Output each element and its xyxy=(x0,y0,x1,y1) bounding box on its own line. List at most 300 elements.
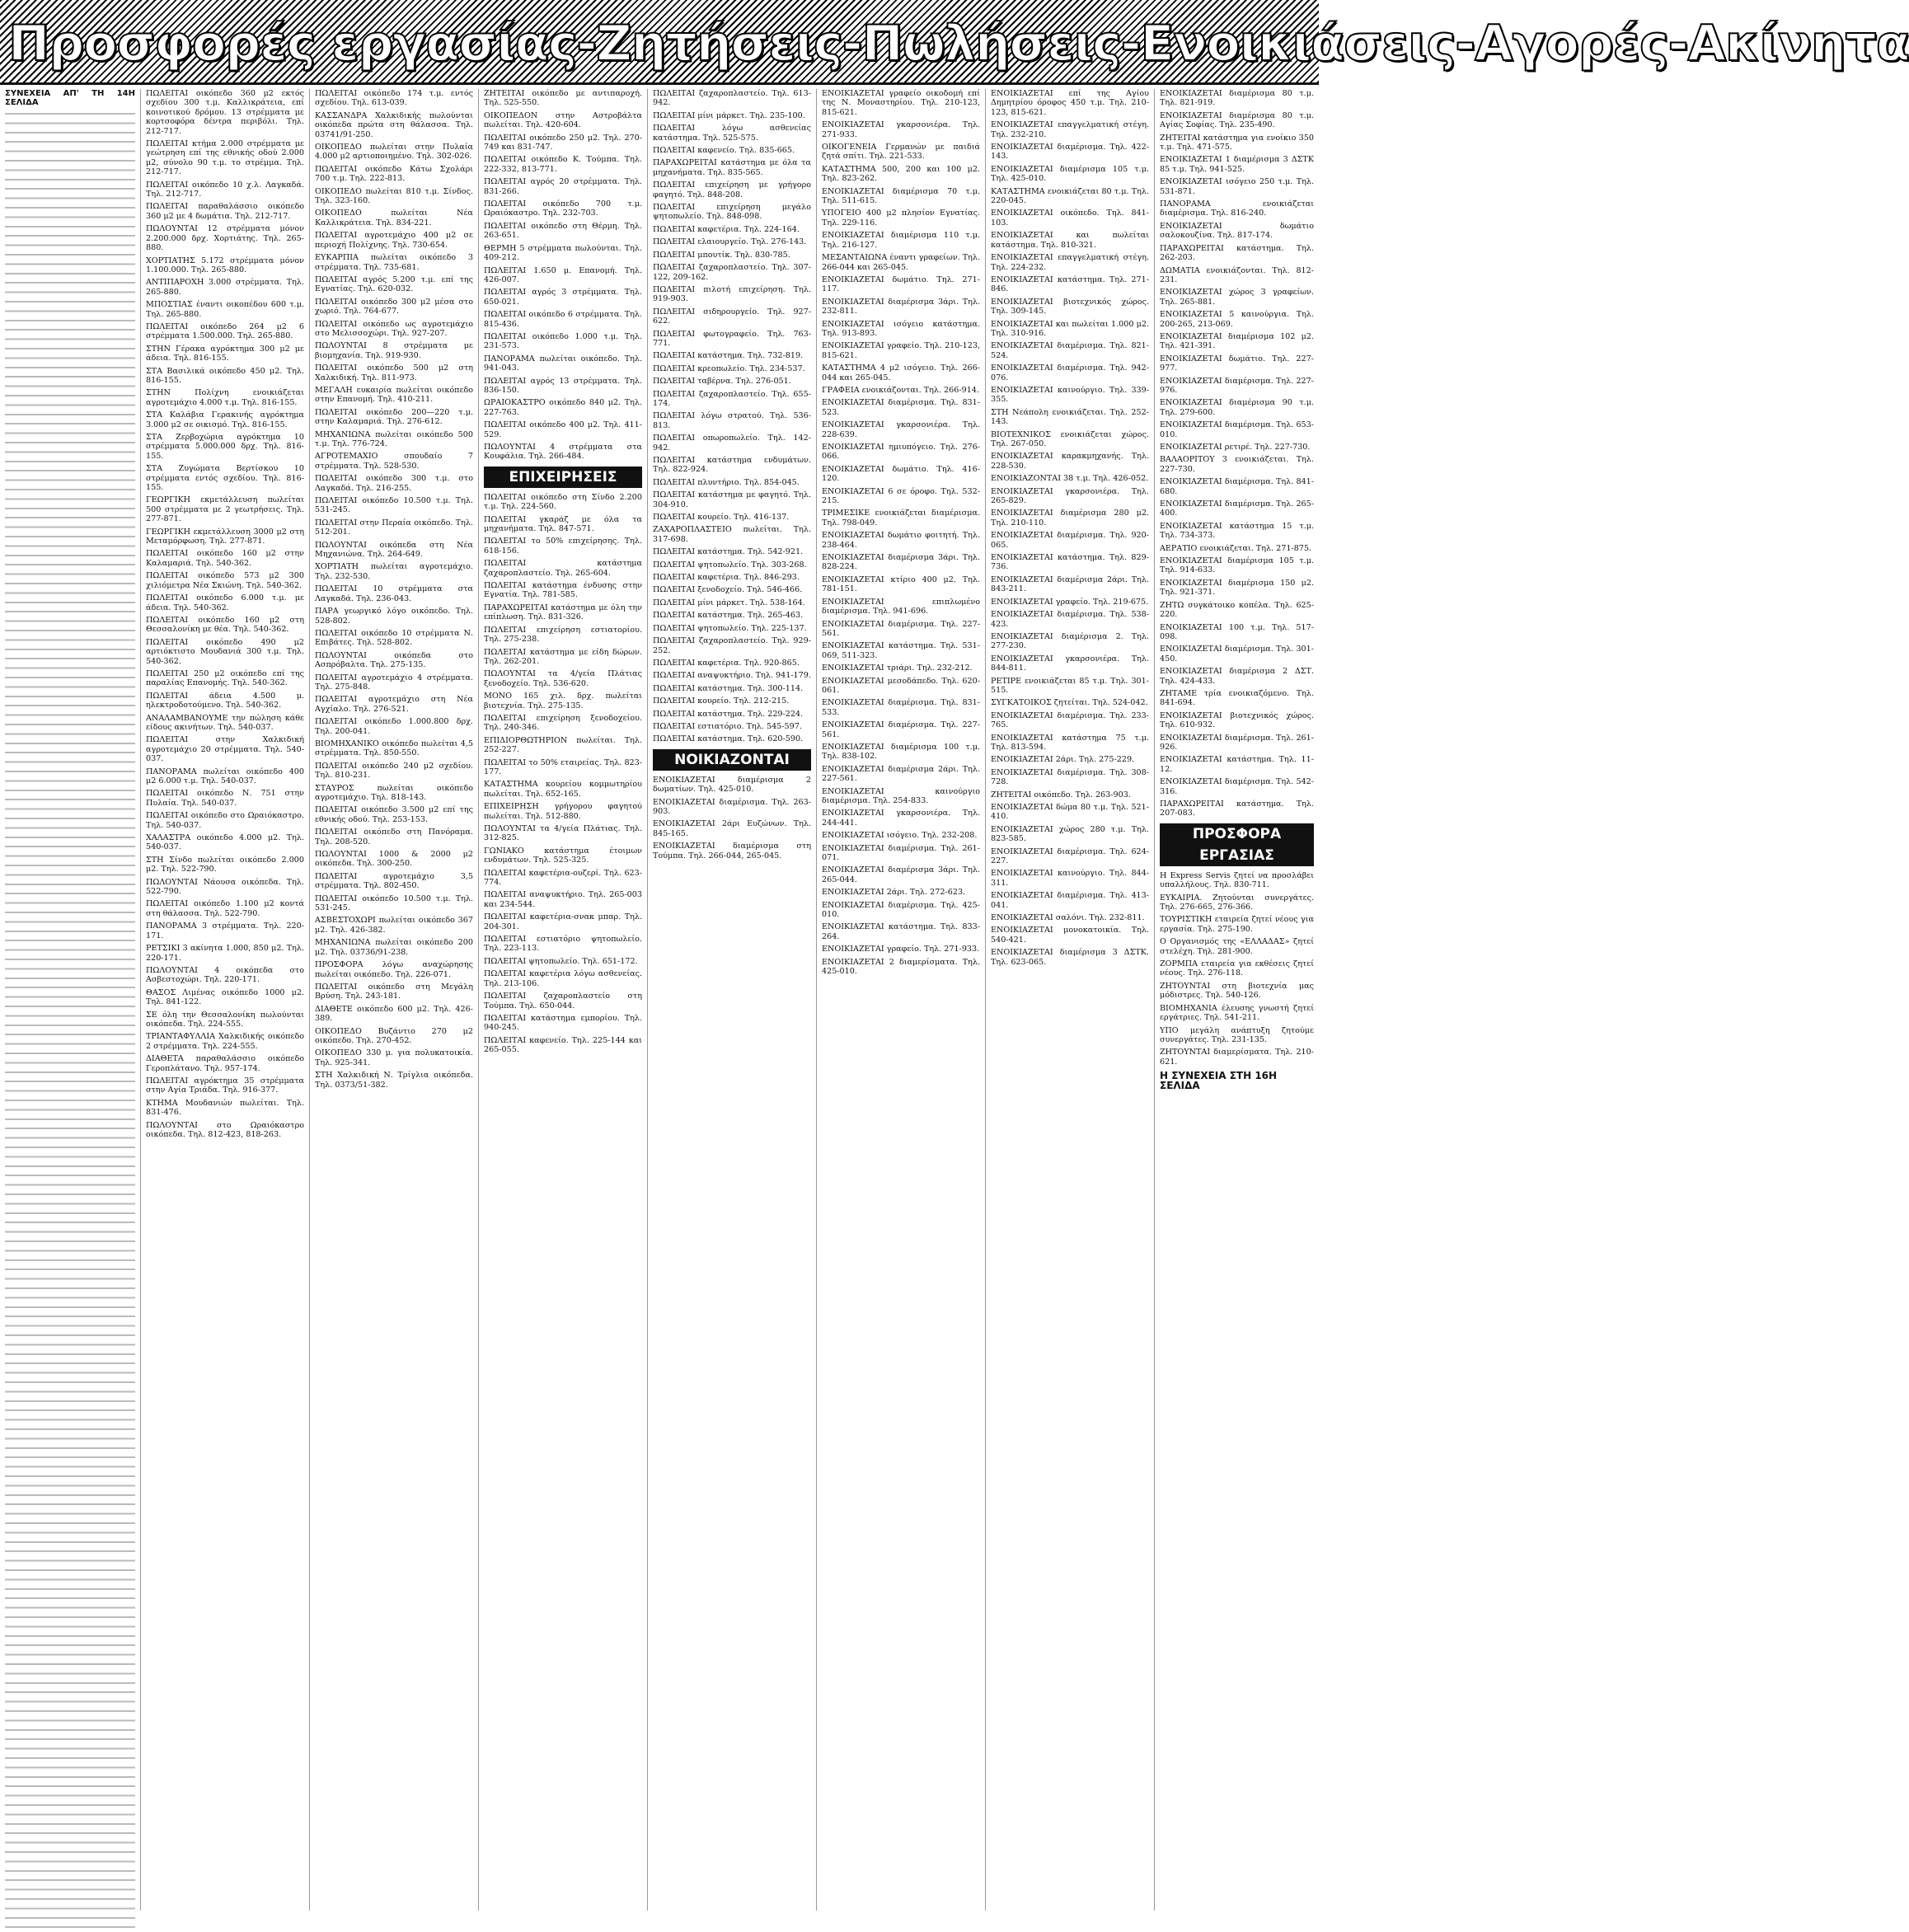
classified-ad: ΠΩΛΕΙΤΑΙ οικόπεδο 1.100 μ2 κοντά στη θάλασσα. Τηλ. 522-790. xyxy=(146,899,304,918)
classified-ad: ΕΝΟΙΚΙΑΖΕΤΑΙ διαμέρισμα. Τηλ. 265-400. xyxy=(1160,499,1314,518)
classified-ad: ΕΝΟΙΚΙΑΖΕΤΑΙ 100 τ.μ. Τηλ. 517-098. xyxy=(1160,622,1314,641)
continuation-heading: ΣΥΝΕΧΕΙΑ ΑΠ' ΤΗ 14Η ΣΕΛΙΔΑ xyxy=(5,89,135,108)
classified-ad: ΠΩΛΕΙΤΑΙ οικόπεδο 1.000.800 δρχ. Τηλ. 200-041. xyxy=(315,717,473,736)
classified-ad: ΑΓΡΟΤΕΜΑΧΙΟ σπουδαίο 7 στρέμματα. Τηλ. 528-530. xyxy=(315,452,473,471)
classified-ad: ΠΩΛΕΙΤΑΙ σιδηρουργείο. Τηλ. 927-622. xyxy=(653,307,811,326)
classified-ad: ΕΝΟΙΚΙΑΖΕΤΑΙ χώρος 3 γραφείων. Τηλ. 265-881. xyxy=(1160,288,1314,307)
classified-ad: ΣΤΗ Νεάπολη ενοικιάζεται. Τηλ. 252-143. xyxy=(991,407,1149,427)
section-heading-job-offer: ΠΡΟΣΦΟΡΑ ΕΡΓΑΣΙΑΣ xyxy=(1160,823,1314,866)
classified-ad: ΠΩΛΕΙΤΑΙ οικόπεδο 160 μ2 στη Θεσσαλονίκη με θέα. Τηλ. 540-362. xyxy=(146,615,304,635)
classified-ad: ΠΩΛΟΥΝΤΑΙ οικόπεδα στη Νέα Μηχανιώνα. Τηλ. 264-649. xyxy=(315,540,473,560)
classified-ad: ΕΝΟΙΚΙΑΖΕΤΑΙ 2 διαμερίσματα. Τηλ. 425-010. xyxy=(822,957,980,977)
classified-ad: ΠΩΛΕΙΤΑΙ επιχείρηση εστιατορίου. Τηλ. 275-238. xyxy=(484,625,642,645)
classified-ad: ΕΝΟΙΚΙΑΖΕΤΑΙ δωμάτιο σαλοκουζίνα. Τηλ. 817-174. xyxy=(1160,221,1314,241)
column-4 xyxy=(478,89,647,1911)
classified-ad: ΠΩΛΟΥΝΤΑΙ 4 οικόπεδα στο Ασβεστοχώρι. Τηλ. 220-171. xyxy=(146,965,304,985)
classified-ad: ΠΩΛΕΙΤΑΙ οπωροπωλείο. Τηλ. 142-942. xyxy=(653,434,811,453)
column-8-top xyxy=(1160,89,1314,818)
classified-ad: ΠΩΛΕΙΤΑΙ καφενείο. Τηλ. 835-665. xyxy=(653,146,795,156)
classified-ad: ΕΝΟΙΚΙΑΖΕΤΑΙ γκαρσονιέρα. Τηλ. 271-933. xyxy=(822,120,980,139)
classified-ad: ΠΑΡΑΧΩΡΕΙΤΑΙ κατάστημα με όλη την επίπλωση. Τηλ. 831-326. xyxy=(484,603,642,622)
classified-ad: ΕΝΟΙΚΙΑΖΕΤΑΙ ισόγειο 250 τ.μ. Τηλ. 531-871. xyxy=(1160,177,1314,196)
classified-ad: ΕΝΟΙΚΙΑΖΕΤΑΙ καινούργιο. Τηλ. 339-355. xyxy=(991,385,1149,405)
classified-ad: ΣΤΗΝ Γέρακα αγρόκτημα 300 μ2 με άδεια. Τηλ. 816-155. xyxy=(146,344,304,363)
classified-ad: ΕΝΟΙΚΙΑΖΕΤΑΙ διαμέρισμα. Τηλ. 263-903. xyxy=(653,797,811,816)
classified-ad: ΕΝΟΙΚΙΑΖΕΤΑΙ διαμέρισμα. Τηλ. 227-561. xyxy=(822,619,980,638)
classified-ad: ΠΩΛΕΙΤΑΙ κατάστημα. Τηλ. 542-921. xyxy=(653,547,804,557)
classified-ad: ΕΝΟΙΚΙΑΖΕΤΑΙ βιοτεχνικός χώρος. Τηλ. 610-932. xyxy=(1160,710,1314,730)
classified-ad: ΠΩΛΕΙΤΑΙ κατάστημα με είδη δώρων. Τηλ. 262-201. xyxy=(484,647,642,666)
classified-ad: ΠΩΛΕΙΤΑΙ οικόπεδο Ν. 751 στην Πυλαία. Τηλ. 540-037. xyxy=(146,789,304,808)
classified-ad: ΕΝΟΙΚΙΑΖΕΤΑΙ διαμέρισμα. Τηλ. 233-765. xyxy=(991,710,1149,730)
classified-ad: ΥΠΟΓΕΙΟ 400 μ2 πλησίον Εγνατίας. Τηλ. 229-116. xyxy=(822,209,980,227)
classified-ad: ΕΝΟΙΚΙΑΖΕΤΑΙ 6 σε όροφο. Τηλ. 532-215. xyxy=(822,486,980,506)
classified-ad: ΠΩΛΟΥΝΤΑΙ τα 4/γεία Πλάτιας. Τηλ. 312-825. xyxy=(484,824,642,843)
classified-ad: ΠΩΛΕΙΤΑΙ επιχείρηση μεγάλο ψητοπωλείο. Τηλ. 848-098. xyxy=(653,203,811,222)
classified-ad: ΟΙΚΟΠΕΔΟ πωλείται στην Πυλαία 4.000 μ2 αρτιοποιημένο. Τηλ. 302-026. xyxy=(315,143,473,162)
column-2 xyxy=(140,89,309,1911)
classified-ad: ΕΝΟΙΚΙΑΖΕΤΑΙ διαμέρισμα. Τηλ. 942-076. xyxy=(991,363,1149,382)
classified-ad: ΠΩΛΕΙΤΑΙ ψητοπωλείο. Τηλ. 651-172. xyxy=(484,956,638,966)
classified-ad: ΠΩΛΕΙΤΑΙ επιχείρηση με γρήγορο φαγητό. Τηλ. 848-208. xyxy=(653,181,811,199)
classified-ad: ΕΝΟΙΚΙΑΖΕΤΑΙ διαμέρισμα 105 τ.μ. Τηλ. 914-633. xyxy=(1160,556,1314,575)
classified-ad: ΕΝΟΙΚΙΑΖΕΤΑΙ διαμέρισμα 3 ΔΣΤΚ. Τηλ. 623-065. xyxy=(991,948,1149,967)
classified-ad: ΜΠΟΣΤΙΑΣ έναντι οικοπέδου 600 τ.μ. Τηλ. 265-880. xyxy=(146,300,304,319)
classified-ad: ΘΑΣΟΣ Λιμένας οικόπεδο 1000 μ2. Τηλ. 841-122. xyxy=(146,987,304,1007)
classified-ad: ΠΩΛΕΙΤΑΙ οικόπεδο 6 στρέμματα. Τηλ. 815-436. xyxy=(484,310,642,329)
classified-ad: ΠΑΝΟΡΑΜΑ ενοικιάζεται διαμέρισμα. Τηλ. 816-240. xyxy=(1160,199,1314,218)
classified-ad: ΜΗΧΑΝΙΩΝΑ πωλείται οικόπεδο 200 μ2. Τηλ. 03736/91-238. xyxy=(315,938,473,957)
classified-ad: ΠΩΛΕΙΤΑΙ αγροτεμάχιο στη Νέα Αγχίαλο. Τηλ. 276-521. xyxy=(315,695,473,714)
classified-ad: ΠΩΛΕΙΤΑΙ οικόπεδο 160 μ2 στην Καλαμαριά. Τηλ. 540-362. xyxy=(146,549,304,568)
classified-ad: ΑΕΡΑΤΙΟ ενοικιάζεται. Τηλ. 271-875. xyxy=(1160,543,1312,553)
classified-ad: ΕΝΟΙΚΙΑΖΕΤΑΙ καρακμηχανής. Τηλ. 228-530. xyxy=(991,452,1149,471)
classified-ad: ΕΝΟΙΚΙΑΖΕΤΑΙ γκαρσονιέρα. Τηλ. 244-441. xyxy=(822,809,980,828)
classified-ad: ΣΤΑ Καλάβια Γερακινής αγρόκτημα 3.000 μ2 σε οικισμό. Τηλ. 816-155. xyxy=(146,410,304,429)
classified-ad: ΑΣΒΕΣΤΟΧΩΡΙ πωλείται οικόπεδο 367 μ2. Τηλ. 426-382. xyxy=(315,916,473,935)
classified-ad: ΕΝΟΙΚΙΑΖΕΤΑΙ διαμέρισμα. Τηλ. 831-533. xyxy=(822,698,980,717)
classified-ad: ΕΝΟΙΚΙΑΖΕΤΑΙ διαμέρισμα. Τηλ. 653-010. xyxy=(1160,420,1314,439)
classified-ad: Η Express Servis ζητεί να προσλάβει υπαλλήλους. Τηλ. 830-711. xyxy=(1160,870,1314,890)
classified-ad: ΠΩΛΕΙΤΑΙ οικόπεδο στο Ωραιόκαστρο. Τηλ. 540-037. xyxy=(146,811,304,830)
classified-ad: ΕΝΟΙΚΙΑΖΕΤΑΙ διαμέρισμα 110 τ.μ. Τηλ. 216-127. xyxy=(822,231,980,250)
classified-ad: ΕΝΟΙΚΙΑΖΕΤΑΙ διαμέρισμα. Τηλ. 227-561. xyxy=(822,720,980,739)
classified-ad: ΕΝΟΙΚΙΑΖΕΤΑΙ 2άρι. Τηλ. 272-623. xyxy=(822,888,966,898)
classified-ad: ΡΕΤΣΙΚΙ 3 ακίνητα 1.000, 850 μ2. Τηλ. 220-171. xyxy=(146,944,304,963)
classified-ad: ΠΩΛΟΥΝΤΑΙ στο Ωραιόκαστρο οικόπεδα. Τηλ. 812-423, 818-263. xyxy=(146,1120,304,1139)
classified-ad: ΠΩΛΕΙΤΑΙ ελαιουργείο. Τηλ. 276-143. xyxy=(653,237,807,247)
classified-ad: ΠΩΛΟΥΝΤΑΙ 1000 & 2000 μ2 οικόπεδα. Τηλ. 300-250. xyxy=(315,850,473,869)
classified-ad: ΕΝΟΙΚΙΑΖΕΤΑΙ σαλόνι. Τηλ. 232-811. xyxy=(991,913,1145,923)
classified-ad: ΤΡΙΑΝΤΑΦΥΛΛΙΑ Χαλκιδικής οικόπεδο 2 στρέμματα. Τηλ. 224-555. xyxy=(146,1032,304,1051)
classified-ad: ΕΝΟΙΚΙΑΖΕΤΑΙ διαμέρισμα. Τηλ. 538-423. xyxy=(991,610,1149,629)
classified-ad: ΠΩΛΕΙΤΑΙ το 50% εταιρείας. Τηλ. 823-177. xyxy=(484,757,642,776)
column-6 xyxy=(816,89,985,1911)
classified-ad: ΕΝΟΙΚΙΑΖΕΤΑΙ διαμέρισμα. Τηλ. 308-728. xyxy=(991,767,1149,787)
classified-ad: ΕΝΟΙΚΙΑΖΕΤΑΙ 5 καινούργια. Τηλ. 200-265, 213-069. xyxy=(1160,310,1314,329)
classified-ad: ΠΩΛΕΙΤΑΙ κατάστημα. Τηλ. 732-819. xyxy=(653,351,804,361)
classified-ad: ΠΩΛΕΙΤΑΙ επιχείρηση ξενοδοχείου. Τηλ. 240-346. xyxy=(484,713,642,733)
continuation-footer: Η ΣΥΝΕΧΕΙΑ ΣΤΗ 16Η ΣΕΛΙΔΑ xyxy=(1160,1070,1278,1091)
classified-ad: ΕΝΟΙΚΙΑΖΕΤΑΙ διαμέρισμα. Τηλ. 261-926. xyxy=(1160,733,1314,752)
classified-ad: ΕΝΟΙΚΙΑΖΕΤΑΙ διαμέρισμα 150 μ2. Τηλ. 921-371. xyxy=(1160,578,1314,598)
classified-ad: ΠΩΛΕΙΤΑΙ 10 στρέμματα στα Λαγκαδά. Τηλ. 236-043. xyxy=(315,584,473,603)
classified-ad: ΕΠΙΧΕΙΡΗΣΗ γρήγορου φαγητού πωλείται. Τηλ. 512-880. xyxy=(484,802,642,821)
classified-ad: ΠΩΛΕΙΤΑΙ αγροτεμάχιο 3,5 στρέμματα. Τηλ. 802-450. xyxy=(315,871,473,891)
classified-ad: ΠΩΛΕΙΤΑΙ κουρείο. Τηλ. 212-215. xyxy=(653,696,790,706)
classified-ad: ΟΙΚΟΠΕΔΟ πωλείται 810 τ.μ. Σίνδος. Τηλ. 323-160. xyxy=(315,186,473,206)
classified-ad: ΣΤΗ Σίνδο πωλείται οικόπεδο 2.000 μ2. Τηλ. 522-790. xyxy=(146,855,304,875)
classified-ad: ΣΤΗΝ Πολίχνη ενοικιάζεται αγροτεμάχιο 4.000 τ.μ. Τηλ. 816-155. xyxy=(146,388,304,407)
page-title: Προσφορές εργασίας-Ζητήσεις-Πωλήσεις-Ενοικιάσεις-Αγορές-Ακίνητα xyxy=(8,15,1909,73)
classified-ad: ΠΩΛΕΙΤΑΙ αγροτεμάχιο 400 μ2 σε περιοχή Πολίχνης. Τηλ. 730-654. xyxy=(315,231,473,250)
classified-ad: ΖΗΤΟΥΝΤΑΙ στη βιοτεχνία μας μόδιστρες. Τηλ. 540-126. xyxy=(1160,981,1314,1001)
classified-ad: ΕΥΚΑΡΠΙΑ πωλείται οικόπεδο 3 στρέμματα. Τηλ. 735-681. xyxy=(315,253,473,272)
classified-ad: ΠΑΡΑ γεωργικό λόγο οικόπεδο. Τηλ. 528-802. xyxy=(315,607,473,626)
classified-ad: ΕΝΟΙΚΙΑΖΕΤΑΙ χώρος 280 τ.μ. Τηλ. 823-585. xyxy=(991,824,1149,844)
classified-ad: ΠΩΛΕΙΤΑΙ καφετέρια-σνακ μπαρ. Τηλ. 204-301. xyxy=(484,912,642,931)
classified-ad: ΠΩΛΕΙΤΑΙ γκαράζ με όλα τα μηχανήματα. Τηλ. 847-571. xyxy=(484,514,642,534)
classified-ad: ΠΩΛΕΙΤΑΙ το 50% επιχείρησης. Τηλ. 618-156. xyxy=(484,537,642,556)
classified-ad: ΜΕΓΑΛΗ ευκαιρία πωλείται οικόπεδο στην Επανομή. Τηλ. 410-211. xyxy=(315,385,473,405)
classified-ad: ΔΩΜΑΤΙΑ ενοικιάζονται. Τηλ. 812-231. xyxy=(1160,265,1314,284)
classified-ad: ΤΡΙΜΕΣΙΚΕ ενοικιάζεται διαμέρισμα. Τηλ. 798-049. xyxy=(822,509,980,528)
classified-ad: ΕΝΟΙΚΙΑΖΕΤΑΙ βιοτεχνικός χώρος. Τηλ. 309-145. xyxy=(991,297,1149,317)
page-banner xyxy=(0,0,1909,85)
classified-ad: ΓΕΩΡΓΙΚΗ εκμετάλλευση πωλείται 500 στρέμματα με 2 γεωτρήσεις. Τηλ. 277-871. xyxy=(146,495,304,524)
classified-ad: ΕΝΟΙΚΙΑΖΕΤΑΙ δωμάτιο. Τηλ. 271-117. xyxy=(822,274,980,294)
classified-ad: ΣΥΓΚΑΤΟΙΚΟΣ ζητείται. Τηλ. 524-042. xyxy=(991,698,1148,708)
classified-ad: ΠΩΛΕΙΤΑΙ ζαχαροπλαστείο στη Τούμπα. Τηλ. 650-044. xyxy=(484,992,642,1011)
classified-ad: ΠΩΛΕΙΤΑΙ λόγω ασθενείας κατάστημα. Τηλ. 525-575. xyxy=(653,124,811,143)
classified-ad: ΕΝΟΙΚΙΑΖΕΤΑΙ μονοκατοικία. Τηλ. 540-421. xyxy=(991,926,1149,945)
classified-ad: ΕΝΟΙΚΙΑΖΕΤΑΙ διαμέρισμα 3άρι. Τηλ. 232-811. xyxy=(822,297,980,317)
classified-ad: ΕΝΟΙΚΙΑΖΕΤΑΙ γραφείο. Τηλ. 210-123, 815-621. xyxy=(822,341,980,360)
classified-ad: ΕΝΟΙΚΙΑΖΕΤΑΙ διαμέρισμα 90 τ.μ. Τηλ. 279-600. xyxy=(1160,398,1314,417)
classified-ad: ΠΩΛΕΙΤΑΙ οικόπεδο 240 μ2 σχεδίου. Τηλ. 810-231. xyxy=(315,761,473,781)
classified-ad: ΠΑΡΑΧΩΡΕΙΤΑΙ κατάστημα. Τηλ. 207-083. xyxy=(1160,800,1314,818)
classified-ad: ΠΩΛΕΙΤΑΙ ζαχαροπλαστείο. Τηλ. 613-942. xyxy=(653,89,811,108)
classified-ad: ΟΙΚΟΠΕΔΟ πωλείται Νέα Καλλικράτεια. Τηλ. 834-221. xyxy=(315,209,473,227)
classified-ad: ΠΩΛΕΙΤΑΙ οικόπεδο 500 μ2 στη Χαλκιδική. Τηλ. 811-973. xyxy=(315,363,473,382)
classified-ad: ΠΩΛΕΙΤΑΙ κατάστημα. Τηλ. 620-590. xyxy=(653,734,804,744)
classified-ad: ΠΩΛΕΙΤΑΙ καφενείο. Τηλ. 225-144 και 265-055. xyxy=(484,1035,642,1055)
classified-ad: ΠΩΛΕΙΤΑΙ οικόπεδο 490 μ2 αρτιόκτιστο Μουδανιά 300 τ.μ. Τηλ. 540-362. xyxy=(146,637,304,666)
classified-ad: ΕΝΟΙΚΙΑΖΕΤΑΙ διαμέρισμα 2άρι. Τηλ. 227-561. xyxy=(822,764,980,784)
classified-ad: ΠΩΛΕΙΤΑΙ οικόπεδο 6.000 τ.μ. με άδεια. Τηλ. 540-362. xyxy=(146,593,304,612)
classified-ad: ΕΝΟΙΚΙΑΖΕΤΑΙ διαμέρισμα. Τηλ. 261-071. xyxy=(822,843,980,863)
classified-ad: ΠΩΛΕΙΤΑΙ κρεοπωλείο. Τηλ. 234-537. xyxy=(653,363,805,373)
classified-ad: ΕΝΟΙΚΙΑΖΕΤΑΙ κατάστημα 15 τ.μ. Τηλ. 734-373. xyxy=(1160,521,1314,541)
classified-ad: ΠΩΛΕΙΤΑΙ αγρός 5.200 τ.μ. επί της Εγνατίας. Τηλ. 620-032. xyxy=(315,274,473,294)
classified-ad: ΠΑΝΟΡΑΜΑ πωλείται οικόπεδο. Τηλ. 941-043. xyxy=(484,354,642,373)
classified-ad: ΠΩΛΕΙΤΑΙ κατάστημα εμπορίου. Τηλ. 940-245. xyxy=(484,1013,642,1033)
classified-ad: ΠΩΛΕΙΤΑΙ οικόπεδο στη Πανόραμα. Τηλ. 208-520. xyxy=(315,828,473,846)
classified-ad: ΔΙΑΘΕΤΕ οικόπεδο 600 μ2. Τηλ. 426-389. xyxy=(315,1004,473,1024)
classified-ad: ΕΝΟΙΚΙΑΖΕΤΑΙ κατάστημα. Τηλ. 531-069, 511-323. xyxy=(822,641,980,660)
classified-ad: ΕΝΟΙΚΙΑΖΕΤΑΙ διαμέρισμα 2 ΔΣΤ. Τηλ. 424-433. xyxy=(1160,667,1314,686)
classified-ad: ΕΝΟΙΚΙΑΖΕΤΑΙ καινούργιο διαμέρισμα. Τηλ. 254-833. xyxy=(822,786,980,805)
classified-ad: ΕΝΟΙΚΙΑΖΕΤΑΙ κατάστημα. Τηλ. 271-846. xyxy=(991,274,1149,294)
classified-ad: ΠΩΛΕΙΤΑΙ οικόπεδο 300 τ.μ. στο Λαγκαδά. Τηλ. 216-255. xyxy=(315,474,473,493)
classified-ad: ΕΝΟΙΚΙΑΖΕΤΑΙ διαμέρισμα στη Τούμπα. Τηλ. 266-044, 265-045. xyxy=(653,842,811,860)
classified-ad: Ο Οργανισμός της «ΕΛΛΑΔΑΣ» ζητεί στελέχη. Τηλ. 281-900. xyxy=(1160,937,1314,956)
classified-ad: ΠΩΛΕΙΤΑΙ οικόπεδο 10.500 τ.μ. Τηλ. 531-245. xyxy=(315,893,473,913)
column-5 xyxy=(647,89,816,1911)
classified-ad: ΕΝΟΙΚΙΑΖΕΤΑΙ επαγγελματική στέγη. Τηλ. 232-210. xyxy=(991,120,1149,139)
classified-ad: ΣΤΑ Ζυγώματα Βερτίσκου 10 στρέμματα εντός σχεδίου. Τηλ. 816-155. xyxy=(146,464,304,493)
classified-ad: ΖΗΤΑΜΕ τρία ενοικιαζόμενο. Τηλ. 841-694. xyxy=(1160,688,1314,708)
classified-ad: ΠΩΛΕΙΤΑΙ 1.650 μ. Επανομή. Τηλ. 426-007. xyxy=(484,265,642,284)
classified-ad: ΣΤΑ Βασιλικά οικόπεδο 450 μ2. Τηλ. 816-155. xyxy=(146,366,304,385)
classified-ad: ΠΩΛΕΙΤΑΙ οικόπεδο 1.000 τ.μ. Τηλ. 231-573. xyxy=(484,331,642,351)
classified-ad: ΠΩΛΟΥΝΤΑΙ Νάουσα οικόπεδα. Τηλ. 522-790. xyxy=(146,877,304,897)
classified-ad: ΠΩΛΕΙΤΑΙ οικόπεδο στη Μεγάλη Βρύση. Τηλ. 243-181. xyxy=(315,982,473,1001)
column-5-bottom xyxy=(653,776,811,860)
classified-ad: ΖΗΤΕΙΤΑΙ οικόπεδο. Τηλ. 263-903. xyxy=(991,790,1131,800)
classified-ad: ΠΑΝΟΡΑΜΑ 3 στρέμματα. Τηλ. 220-171. xyxy=(146,921,304,940)
classified-ad: ΜΗΧΑΝΙΩΝΑ πωλείται οικόπεδο 500 τ.μ. Τηλ. 776-724. xyxy=(315,429,473,448)
classified-ad: ΠΩΛΕΙΤΑΙ αναψυκτήριο. Τηλ. 265-003 και 234-544. xyxy=(484,890,642,909)
classified-ad: ΠΩΛΕΙΤΑΙ οικόπεδο 264 μ2 6 στρέμματα 1.500.000. Τηλ. 265-880. xyxy=(146,321,304,341)
classified-ad: ΠΑΡΑΧΩΡΕΙΤΑΙ κατάστημα με όλα τα μηχανήματα. Τηλ. 835-565. xyxy=(653,158,811,177)
classified-ad: ΕΝΟΙΚΙΑΖΕΤΑΙ 1 διαμέρισμα 3 ΔΣΤΚ 85 τ.μ. Τηλ. 941-525. xyxy=(1160,155,1314,174)
classified-ad: ΡΕΤΙΡΕ ενοικιάζεται 85 τ.μ. Τηλ. 301-515. xyxy=(991,676,1149,695)
classified-ad: ΠΩΛΕΙΤΑΙ κουρείο. Τηλ. 416-137. xyxy=(653,513,790,523)
classified-ad: ΠΩΛΕΙΤΑΙ ψητοπωλείο. Τηλ. 303-268. xyxy=(653,560,807,570)
classified-ad: ΠΩΛΕΙΤΑΙ αγρός 20 στρέμματα. Τηλ. 831-266. xyxy=(484,177,642,196)
classified-ad: ΕΝΟΙΚΙΑΖΕΤΑΙ διαμέρισμα. Τηλ. 413-041. xyxy=(991,891,1149,910)
classified-ad: ΚΑΤΑΣΤΗΜΑ ενοικιάζεται 80 τ.μ. Τηλ. 220-045. xyxy=(991,186,1149,206)
classified-ad: ΠΩΛΕΙΤΑΙ ζαχαροπλαστείο. Τηλ. 307-122, 209-162. xyxy=(653,263,811,282)
classified-ad: ΠΩΛΟΥΝΤΑΙ τα 4/γεία Πλάτιας ξενοδοχείο. Τηλ. 536-620. xyxy=(484,669,642,688)
classified-ad: ΕΝΟΙΚΙΑΖΕΤΑΙ επί της Αγίου Δημητρίου όροφος 450 τ.μ. Τηλ. 210-123, 815-621. xyxy=(991,89,1149,117)
classified-ad: ΠΩΛΕΙΤΑΙ αγρός 13 στρέμματα. Τηλ. 836-150. xyxy=(484,376,642,395)
classified-ad: ΕΝΟΙΚΙΑΖΕΤΑΙ γκαρσονιέρα. Τηλ. 265-829. xyxy=(991,486,1149,506)
classified-ad: ΒΑΛΑΟΡΙΤΟΥ 3 ενοικιάζεται. Τηλ. 227-730. xyxy=(1160,455,1314,474)
classified-ad: ΕΝΟΙΚΙΑΖΕΤΑΙ διαμέρισμα. Τηλ. 227-976. xyxy=(1160,376,1314,395)
classified-ad: ΖΗΤΕΙΤΑΙ κατάστημα για ενοίκιο 350 τ.μ. Τηλ. 471-575. xyxy=(1160,133,1314,152)
column-8-bottom xyxy=(1160,871,1314,1067)
column-5-top xyxy=(653,89,811,744)
classified-ad: ΠΩΛΕΙΤΑΙ οικόπεδο 250 μ2. Τηλ. 270-749 και 831-747. xyxy=(484,133,642,152)
classified-ad: ΕΝΟΙΚΙΑΖΕΤΑΙ διαμέρισμα 102 μ2. Τηλ. 421-391. xyxy=(1160,331,1314,351)
classified-ad: ΠΩΛΕΙΤΑΙ παραθαλάσσιο οικόπεδο 360 μ2 με 4 δωμάτια. Τηλ. 212-717. xyxy=(146,202,304,221)
classified-ad: ΣΤΑ Ζερβοχώρια αγρόκτημα 10 στρέμματα 5.000.000 δρχ. Τηλ. 816-155. xyxy=(146,433,304,461)
classified-ad: ΕΝΟΙΚΙΑΖΕΤΑΙ διαμέρισμα 80 τ.μ. Αγίας Σοφίας. Τηλ. 235-490. xyxy=(1160,110,1314,130)
classified-ad: ΕΝΟΙΚΙΑΖΕΤΑΙ ισόγειο κατάστημα. Τηλ. 913-893. xyxy=(822,319,980,338)
classified-ad: ΕΝΟΙΚΙΑΖΟΝΤΑΙ 38 τ.μ. Τηλ. 426-052. xyxy=(991,474,1149,484)
classified-ad: ΜΕΣΑΝΤΑΙΩΝΑ έναντι γραφείων. Τηλ. 266-044 και 265-045. xyxy=(822,253,980,272)
classified-ad: ΠΩΛΕΙΤΑΙ κατάστημα. Τηλ. 265-463. xyxy=(653,611,804,621)
classified-ad: ΕΝΟΙΚΙΑΖΕΤΑΙ διαμέρισμα 70 τ.μ. Τηλ. 511-615. xyxy=(822,186,980,206)
classified-ad: ΠΩΛΕΙΤΑΙ οικόπεδο 10 στρέμματα Ν. Επιβάτες. Τηλ. 528-802. xyxy=(315,628,473,648)
classified-ad: ΕΝΟΙΚΙΑΖΕΤΑΙ διαμέρισμα 2 δωματίων. Τηλ. 425-010. xyxy=(653,775,811,795)
classified-ad: ΕΝΟΙΚΙΑΖΕΤΑΙ κατάστημα. Τηλ. 833-264. xyxy=(822,922,980,941)
classified-ad: ΕΝΟΙΚΙΑΖΕΤΑΙ διαμέρισμα 3άρι. Τηλ. 828-224. xyxy=(822,553,980,572)
classified-ad: ΠΩΛΕΙΤΑΙ αγρός 3 στρέμματα. Τηλ. 650-021. xyxy=(484,288,642,307)
classified-ad: ΕΝΟΙΚΙΑΖΕΤΑΙ δωμάτιο φοιτητή. Τηλ. 238-464. xyxy=(822,531,980,550)
classified-ad: ΤΟΥΡΙΣΤΙΚΗ εταιρεία ζητεί νέους για εργασία. Τηλ. 275-190. xyxy=(1160,915,1314,934)
classified-ad: ΠΩΛΕΙΤΑΙ καφετέρια. Τηλ. 224-164. xyxy=(653,224,800,234)
classified-ad: ΕΝΟΙΚΙΑΖΕΤΑΙ διαμέρισμα. Τηλ. 624-227. xyxy=(991,846,1149,866)
classified-ad: ΚΑΣΣΑΝΔΡΑ Χαλκιδικής πωλούνται οικόπεδα πρώτα στη θάλασσα. Τηλ. 03741/91-250. xyxy=(315,110,473,139)
classified-ad: ΖΟΡΜΠΑ εταιρεία για εκθέσεις ζητεί νέους. Τηλ. 276-118. xyxy=(1160,959,1314,978)
classified-ad: ΕΝΟΙΚΙΑΖΕΤΑΙ τριάρι. Τηλ. 232-212. xyxy=(822,664,973,673)
classified-ad: ΕΝΟΙΚΙΑΖΕΤΑΙ κατάστημα. Τηλ. 829-736. xyxy=(991,553,1149,572)
classified-ad: ΕΝΟΙΚΙΑΖΕΤΑΙ διαμέρισμα. Τηλ. 301-450. xyxy=(1160,645,1314,664)
classified-ad: ΜΟΝΟ 165 χιλ. δρχ. πωλείται βιοτεχνία. Τηλ. 275-135. xyxy=(484,692,642,710)
classified-ad: ΠΩΛΕΙΤΑΙ καφετέρια. Τηλ. 846-293. xyxy=(653,573,800,583)
classified-ad: ΠΩΛΟΥΝΤΑΙ 12 στρέμματα μόνον 2.200.000 δρχ. Χορτιάτης. Τηλ. 265-880. xyxy=(146,224,304,253)
classified-ad: ΚΑΤΑΣΤΗΜΑ 500, 200 και 100 μ2. Τηλ. 823-262. xyxy=(822,164,980,184)
classified-ad: ΒΙΟΤΕΧΝΙΚΟΣ ενοικιάζεται χώρος. Τηλ. 267-050. xyxy=(991,429,1149,448)
classified-ad: ΕΥΚΑΙΡΙΑ. Ζητούνται συνεργάτες. Τηλ. 276-665, 276-366. xyxy=(1160,893,1314,912)
classified-ad: ΕΝΟΙΚΙΑΖΕΤΑΙ γκαρσονιέρα. Τηλ. 844-811. xyxy=(991,654,1149,673)
classified-ad: ΠΩΛΕΙΤΑΙ αγροτεμάχιο 4 στρέμματα. Τηλ. 275-848. xyxy=(315,673,473,692)
classifieds-columns xyxy=(0,89,1319,1911)
classified-ad: ΚΑΤΑΣΤΗΜΑ 4 μ2 ισόγειο. Τηλ. 266-044 και 265-045. xyxy=(822,363,980,382)
classified-ad: ΠΩΛΕΙΤΑΙ οικόπεδο 700 τ.μ. Ωραιόκαστρο. Τηλ. 232-703. xyxy=(484,199,642,218)
classified-ad: ΠΩΛΕΙΤΑΙ οικόπεδο 10 χ.λ. Λαγκαδά. Τηλ. 212-717. xyxy=(146,180,304,199)
classified-ad: ΕΝΟΙΚΙΑΖΕΤΑΙ ισόγειο. Τηλ. 232-208. xyxy=(822,831,978,841)
classified-ad: ΠΩΛΕΙΤΑΙ μίνι μάρκετ. Τηλ. 538-164. xyxy=(653,598,805,607)
classified-ad: ΕΝΟΙΚΙΑΖΕΤΑΙ γκαρσονιέρα. Τηλ. 228-639. xyxy=(822,420,980,439)
classified-ad: ΕΝΟΙΚΙΑΖΕΤΑΙ δώμα 80 τ.μ. Τηλ. 521-410. xyxy=(991,803,1149,822)
classified-ad: ΔΙΑΘΕΤΑ παραθαλάσσιο οικόπεδο Γεροπλάτανο. Τηλ. 957-174. xyxy=(146,1054,304,1073)
classified-ad: ΕΝΟΙΚΙΑΖΕΤΑΙ γραφείο. Τηλ. 271-933. xyxy=(822,945,980,954)
classified-ad: ΠΩΛΕΙΤΑΙ οικόπεδο 174 τ.μ. εντός σχεδίου. Τηλ. 613-039. xyxy=(315,89,473,108)
classified-ad: ΓΡΑΦΕΙΑ ενοικιάζονται. Τηλ. 266-914. xyxy=(822,385,979,395)
classified-ad: ΕΝΟΙΚΙΑΖΕΤΑΙ δωμάτιο. Τηλ. 416-120. xyxy=(822,464,980,484)
classified-ad: ΕΝΟΙΚΙΑΖΕΤΑΙ διαμέρισμα. Τηλ. 542-316. xyxy=(1160,777,1314,796)
classified-ad: ΖΑΧΑΡΟΠΛΑΣΤΕΙΟ πωλείται. Τηλ. 317-698. xyxy=(653,525,811,544)
classified-ad: ΠΩΛΕΙΤΑΙ καφετέρια. Τηλ. 920-865. xyxy=(653,658,800,668)
classified-ad: ΕΝΟΙΚΙΑΖΕΤΑΙ μεσοδάπεδο. Τηλ. 620-061. xyxy=(822,676,980,695)
classified-ad: ΠΩΛΕΙΤΑΙ μπουτίκ. Τηλ. 830-785. xyxy=(653,250,790,260)
classified-ad: ΠΩΛΕΙΤΑΙ στην Χαλκιδική αγροτεμάχιο 20 στρέμματα. Τηλ. 540-037. xyxy=(146,735,304,764)
classified-ad: ΠΩΛΕΙΤΑΙ οικόπεδο 10.500 τ.μ. Τηλ. 531-245. xyxy=(315,496,473,515)
classified-ad: ΕΝΟΙΚΙΑΖΕΤΑΙ διαμέρισμα 2άρι. Τηλ. 843-211. xyxy=(991,574,1149,594)
classified-ad: ΠΑΝΟΡΑΜΑ πωλείται οικόπεδο 400 μ2 6.000 τ.μ. Τηλ. 540-037. xyxy=(146,767,304,785)
classified-ad: ΠΩΛΕΙΤΑΙ ζαχαροπλαστείο. Τηλ. 929-252. xyxy=(653,636,811,655)
faded-text-block xyxy=(5,110,135,1932)
column-4-bottom xyxy=(484,493,642,1055)
classified-ad: ΑΝΤΙΠΑΡΟΧΗ 3.000 στρέμματα. Τηλ. 265-880. xyxy=(146,278,304,297)
classified-ad: ΠΩΛΕΙΤΑΙ λόγω στρατού. Τηλ. 536-813. xyxy=(653,411,811,430)
classified-ad: ΒΙΟΜΗΧΑΝΙΚΟ οικόπεδο πωλείται 4,5 στρέμματα. Τηλ. 850-550. xyxy=(315,739,473,758)
classified-ad: ΠΑΡΑΧΩΡΕΙΤΑΙ κατάστημα. Τηλ. 262-203. xyxy=(1160,243,1314,263)
classified-ad: ΠΩΛΕΙΤΑΙ στην Περαία οικόπεδο. Τηλ. 512-201. xyxy=(315,518,473,537)
column-3 xyxy=(309,89,478,1911)
classified-ad: ΠΩΛΕΙΤΑΙ εστιατόριο. Τηλ. 545-597. xyxy=(653,721,802,731)
classified-ad: ΠΩΛΕΙΤΑΙ κτήμα 2.000 στρέμματα με γεώτρηση επί της εθνικής οδού 2.000 μ2, σύνολο 90 τ.μ. το στρέμμα. Τηλ. 212-717. xyxy=(146,139,304,177)
classified-ad: ΠΩΛΕΙΤΑΙ καφετέρια λόγω ασθενείας. Τηλ. 213-106. xyxy=(484,969,642,988)
classified-ad: ΠΩΛΕΙΤΑΙ ψητοπωλείο. Τηλ. 225-137. xyxy=(653,623,807,633)
classified-ad: ΒΙΟΜΗΧΑΝΙΑ έλευσης γνωστή ζητεί εργάτριες. Τηλ. 541-211. xyxy=(1160,1003,1314,1023)
classified-ad: ΠΩΛΕΙΤΑΙ οικόπεδο 3.500 μ2 επί της εθνικής οδού. Τηλ. 253-153. xyxy=(315,805,473,824)
classified-ad: ΚΤΗΜΑ Μουδανιών πωλείται. Τηλ. 831-476. xyxy=(146,1098,304,1118)
classified-ad: ΠΩΛΕΙΤΑΙ οικόπεδο ως αγροτεμάχιο στο Μελισσοχώρι. Τηλ. 927-207. xyxy=(315,319,473,338)
classified-ad: ΠΩΛΕΙΤΑΙ πλυντήριο. Τηλ. 854-045. xyxy=(653,477,800,487)
classified-ad: ΕΝΟΙΚΙΑΖΕΤΑΙ διαμέρισμα. Τηλ. 821-524. xyxy=(991,341,1149,360)
classified-ad: ΠΩΛΕΙΤΑΙ οικόπεδο Κ. Τούμπα. Τηλ. 222-332, 813-771. xyxy=(484,155,642,174)
classified-ad: ΧΟΡΤΙΑΤΗ πωλείται αγροτεμάχιο. Τηλ. 232-530. xyxy=(315,562,473,581)
classified-ad: ΟΙΚΟΠΕΔΟ 330 μ. για πολυκατοικία. Τηλ. 925-341. xyxy=(315,1048,473,1067)
classified-ad: ΚΑΤΑΣΤΗΜΑ κουρείου κομμωτηρίου πωλείται. Τηλ. 652-165. xyxy=(484,780,642,799)
classified-ad: ΕΝΟΙΚΙΑΖΕΤΑΙ διαμέρισμα. Τηλ. 920-065. xyxy=(991,531,1149,550)
classified-ad: ΕΝΟΙΚΙΑΖΕΤΑΙ και πωλείται κατάστημα. Τηλ. 810-321. xyxy=(991,231,1149,250)
classified-ad: ΠΩΛΕΙΤΑΙ κατάστημα ζαχαροπλαστείο. Τηλ. 265-604. xyxy=(484,559,642,578)
classified-ad: ΩΡΑΙΟΚΑΣΤΡΟ οικόπεδο 840 μ2. Τηλ. 227-763. xyxy=(484,398,642,417)
classified-ad: ΠΩΛΕΙΤΑΙ οικόπεδο Κάτω Σχολάρι 700 τ.μ. Τηλ. 222-813. xyxy=(315,164,473,184)
classified-ad: ΕΝΟΙΚΙΑΖΕΤΑΙ επαγγελματική στέγη. Τηλ. 224-232. xyxy=(991,253,1149,272)
classified-ad: ΠΩΛΕΙΤΑΙ ξενοδοχείο. Τηλ. 546-466. xyxy=(653,585,803,595)
classified-ad: ΟΙΚΟΓΕΝΕΙΑ Γερμανών με παιδιά ζητά σπίτι. Τηλ. 221-533. xyxy=(822,143,980,162)
classified-ad: ΠΩΛΕΙΤΑΙ φωτογραφείο. Τηλ. 763-771. xyxy=(653,329,811,348)
classified-ad: ΠΩΛΟΥΝΤΑΙ 4 στρέμματα στα Κουφάλια. Τηλ. 266-484. xyxy=(484,443,642,462)
classified-ad: ΠΩΛΕΙΤΑΙ κατάστημα. Τηλ. 229-224. xyxy=(653,709,804,719)
classified-ad: ΖΗΤΕΙΤΑΙ οικόπεδο με αντιπαροχή. Τηλ. 525-550. xyxy=(484,89,642,108)
classified-ad: ΧΟΡΤΙΑΤΗΣ 5.172 στρέμματα μόνον 1.100.000. Τηλ. 265-880. xyxy=(146,256,304,274)
classified-ad: ΠΩΛΕΙΤΑΙ καφετέρια-ουζερί. Τηλ. 623-774. xyxy=(484,868,642,888)
classified-ad: ΕΝΟΙΚΙΑΖΕΤΑΙ κατάστημα 75 τ.μ. Τηλ. 813-594. xyxy=(991,733,1149,752)
classified-ad: ΕΝΟΙΚΙΑΖΕΤΑΙ κατάστημα. Τηλ. 11-12. xyxy=(1160,755,1314,774)
classified-ad: ΟΙΚΟΠΕΔΟ Βυζάντιο 270 μ2 οικόπεδο. Τηλ. 270-452. xyxy=(315,1026,473,1045)
classified-ad: ΥΠΟ μεγάλη ανάπτυξη ζητούμε συνεργάτες. Τηλ. 231-135. xyxy=(1160,1025,1314,1044)
column-4-top xyxy=(484,89,642,462)
classified-ad: ΕΝΟΙΚΙΑΖΕΤΑΙ δωμάτιο. Τηλ. 227-977. xyxy=(1160,354,1314,373)
classified-ad: ΠΩΛΕΙΤΑΙ οικόπεδο στη Σίνδο 2.200 τ.μ. Τηλ. 224-560. xyxy=(484,492,642,512)
column-8 xyxy=(1154,89,1319,1911)
classified-ad: ΠΩΛΕΙΤΑΙ ταβέρνα. Τηλ. 276-051. xyxy=(653,377,791,387)
classified-ad: ΠΩΛΕΙΤΑΙ κατάστημα. Τηλ. 300-114. xyxy=(653,683,804,693)
classified-ad: ΟΙΚΟΠΕΔΟΝ στην Αστροβάλτα πωλείται. Τηλ. 420-604. xyxy=(484,110,642,130)
classified-ad: ΕΝΟΙΚΙΑΖΕΤΑΙ διαμέρισμα 100 τ.μ. Τηλ. 838-102. xyxy=(822,742,980,762)
classified-ad: ΕΝΟΙΚΙΑΖΕΤΑΙ 2άρι. Τηλ. 275-229. xyxy=(991,755,1135,765)
classified-ad: ΕΝΟΙΚΙΑΖΕΤΑΙ γραφείο. Τηλ. 219-675. xyxy=(991,597,1149,607)
section-heading-business: ΕΠΙΧΕΙΡΗΣΕΙΣ xyxy=(484,467,642,488)
classified-ad: ΕΝΟΙΚΙΑΖΕΤΑΙ διαμέρισμα 280 μ2. Τηλ. 210-110. xyxy=(991,509,1149,528)
classified-ad: ΕΝΟΙΚΙΑΖΕΤΑΙ διαμέρισμα 3άρι. Τηλ. 265-044. xyxy=(822,865,980,884)
classified-ad: ΠΩΛΕΙΤΑΙ κατάστημα με φαγητό. Τηλ. 304-910. xyxy=(653,490,811,509)
classified-ad: ΧΑΛΑΣΤΡΑ οικόπεδο 4.000 μ2. Τηλ. 540-037. xyxy=(146,833,304,852)
classified-ad: ΖΗΤΩ συγκάτοικο κοπέλα. Τηλ. 625-220. xyxy=(1160,600,1314,620)
classified-ad: ΕΝΟΙΚΙΑΖΕΤΑΙ και πωλείται 1.000 μ2. Τηλ. 310-916. xyxy=(991,319,1149,338)
classified-ad: ΠΩΛΕΙΤΑΙ οικόπεδο 200—220 τ.μ. στην Καλαμαριά. Τηλ. 276-612. xyxy=(315,407,473,427)
classified-ad: ΠΩΛΕΙΤΑΙ ζαχαροπλαστείο. Τηλ. 655-174. xyxy=(653,389,811,408)
classified-ad: ΘΕΡΜΗ 5 στρέμματα πωλούνται. Τηλ. 409-212. xyxy=(484,243,642,263)
classified-ad: ΠΩΛΕΙΤΑΙ κατάστημα ενδυμάτων. Τηλ. 822-924. xyxy=(653,456,811,475)
classified-ad: ΣΤΗ Χαλκιδική Ν. Τρίγλια οικόπεδα. Τηλ. 0373/51-382. xyxy=(315,1071,473,1090)
classified-ad: ΠΩΛΕΙΤΑΙ οικόπεδο 300 μ2 μέσα στο χωριό. Τηλ. 764-677. xyxy=(315,297,473,317)
classified-ad: ΠΩΛΕΙΤΑΙ αγρόκτημα 35 στρέμματα στην Αγία Τριάδα. Τηλ. 916-377. xyxy=(146,1076,304,1095)
classified-ad: ΕΝΟΙΚΙΑΖΕΤΑΙ ρετιρέ. Τηλ. 227-730. xyxy=(1160,443,1311,452)
classified-ad: ΠΩΛΕΙΤΑΙ άδεια 4.500 μ. ηλεκτροδοτούμενο. Τηλ. 540-362. xyxy=(146,691,304,710)
classified-ad: ΓΩΝΙΑΚΟ κατάστημα έτοιμων ενδυμάτων. Τηλ. 525-325. xyxy=(484,846,642,865)
classified-ad: ΕΝΟΙΚΙΑΖΕΤΑΙ διαμέρισμα 105 τ.μ. Τηλ. 425-010. xyxy=(991,164,1149,184)
classified-ad: ΠΩΛΕΙΤΑΙ εστιατόριο ψητοπωλείο. Τηλ. 223-113. xyxy=(484,935,642,954)
classified-ad: ΕΝΟΙΚΙΑΖΕΤΑΙ επιπλωμένο διαμέρισμα. Τηλ. 941-696. xyxy=(822,597,980,617)
classified-ad: ΖΗΤΟΥΝΤΑΙ διαμερίσματα. Τηλ. 210-621. xyxy=(1160,1048,1314,1067)
classified-ad: ΠΩΛΕΙΤΑΙ πιλοτή επιχείρηση. Τηλ. 919-903. xyxy=(653,284,811,304)
classified-ad: ΣΕ όλη την Θεσσαλονίκη πωλούνται οικόπεδα. Τηλ. 224-555. xyxy=(146,1010,304,1029)
classified-ad: ΠΩΛΕΙΤΑΙ 250 μ2 οικόπεδο επί της παραλίας Επανομής. Τηλ. 540-362. xyxy=(146,668,304,688)
column-1 xyxy=(0,89,140,1911)
classified-ad: ΕΝΟΙΚΙΑΖΕΤΑΙ διαμέρισμα 80 τ.μ. Τηλ. 821-919. xyxy=(1160,89,1314,108)
classified-ad: ΠΩΛΕΙΤΑΙ οικόπεδο στη Θέρμη. Τηλ. 263-651. xyxy=(484,221,642,241)
classified-ad: ΕΝΟΙΚΙΑΖΕΤΑΙ οικόπεδο. Τηλ. 841-103. xyxy=(991,209,1149,227)
